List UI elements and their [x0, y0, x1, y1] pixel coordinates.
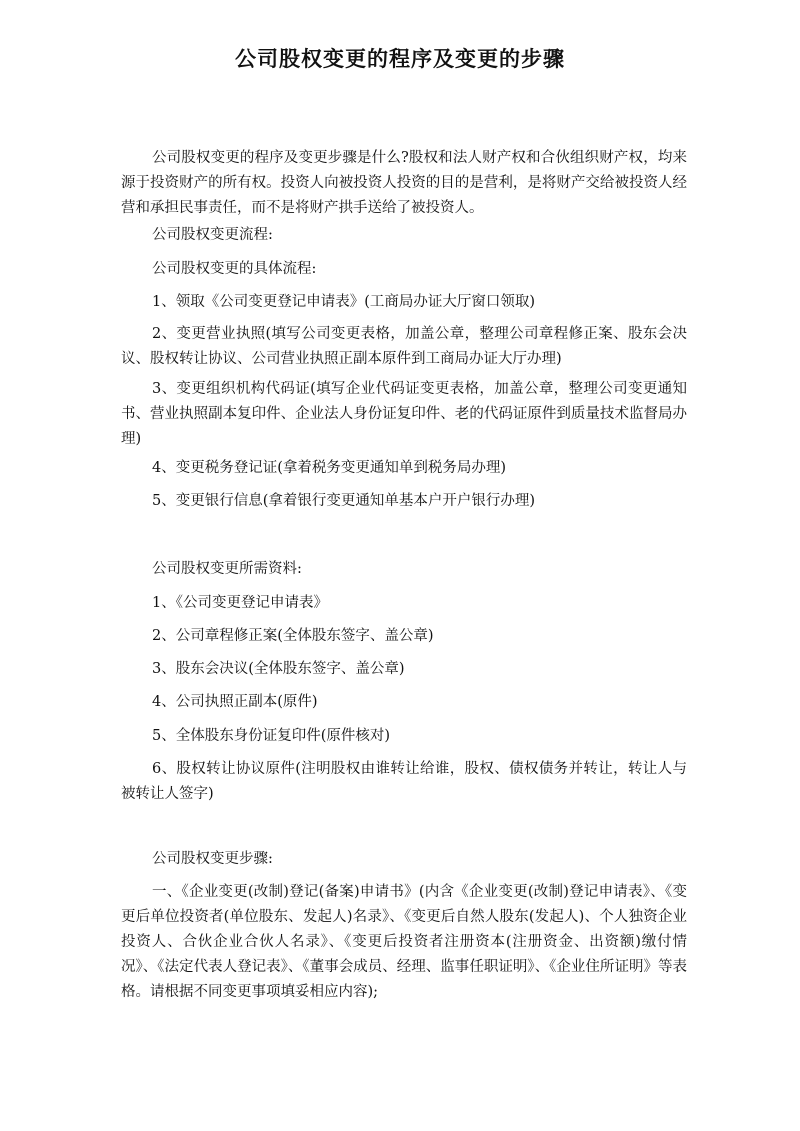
document-title: 公司股权变更的程序及变更的步骤	[235, 46, 565, 71]
intro-paragraph: 公司股权变更的程序及变更步骤是什么?股权和法人财产权和合伙组织财产权，均来源于投资财产的所有权。投资人向被投资人投资的目的是营利，是将财产交给被投资人经营和承担民事责任，而不是将财产拱手送给了被投资人。	[121, 150, 687, 216]
materials-item: 1、《公司变更登记申请表》	[152, 595, 328, 611]
flow-item: 5、变更银行信息(拿着银行变更通知单基本户开户银行办理)	[152, 493, 536, 509]
flow-heading: 公司股权变更流程:	[152, 227, 273, 243]
flow-subheading: 公司股权变更的具体流程:	[152, 261, 317, 277]
steps-heading: 公司股权变更步骤:	[152, 851, 273, 867]
materials-item: 2、公司章程修正案(全体股东签字、盖公章)	[152, 628, 434, 644]
materials-item: 3、股东会决议(全体股东签字、盖公章)	[152, 661, 405, 677]
materials-item: 4、公司执照正副本(原件)	[152, 694, 318, 710]
materials-heading: 公司股权变更所需资料:	[152, 561, 302, 577]
flow-item: 2、变更营业执照(填写公司变更表格，加盖公章，整理公司章程修正案、股东会决议、股权转让协议、公司营业执照正副本原件到工商局办证大厅办理)	[121, 326, 687, 367]
flow-item: 1、领取《公司变更登记申请表》(工商局办证大厅窗口领取)	[152, 294, 536, 310]
steps-item: 一、《企业变更(改制)登记(备案)申请书》(内含《企业变更(改制)登记申请表》、《变更后单位投资者(单位股东、发起人)名录》、《变更后自然人股东(发起人)、个人独资企业投资人、合伙企业合伙人名录》、《变更后投资者注册资本(注册资金、出资额)缴付情况》、《法定代表人登记表》、《董事会成员、经理、监事任职证明》、《企业住所证明》等表格。请根据不同变更事项填妥相应内容);	[121, 884, 687, 1000]
materials-item: 5、全体股东身份证复印件(原件核对)	[152, 728, 391, 744]
materials-item: 6、股权转让协议原件(注明股权由谁转让给谁，股权、债权债务并转让，转让人与被转让人签字)	[121, 761, 687, 802]
flow-item: 4、变更税务登记证(拿着税务变更通知单到税务局办理)	[152, 460, 507, 476]
flow-item: 3、变更组织机构代码证(填写企业代码证变更表格，加盖公章，整理公司变更通知书、营业执照副本复印件、企业法人身份证复印件、老的代码证原件到质量技术监督局办理)	[121, 381, 687, 447]
